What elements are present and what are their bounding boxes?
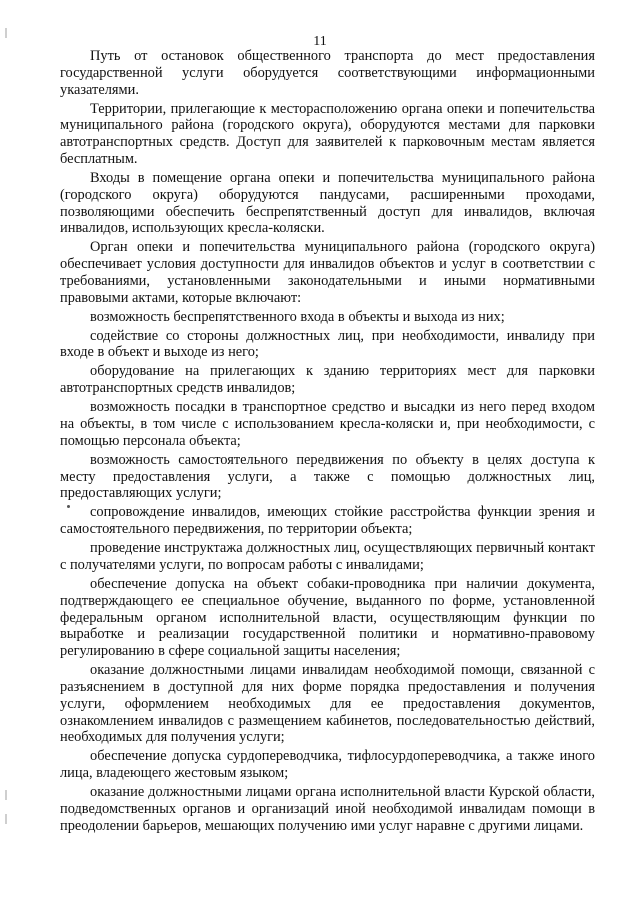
list-item-guide-dog-access: обеспечение допуска на объект собаки-проводника при наличии документа, подтверждающего ее специальное обучение, выданного по форме, установленной федеральным органом исполнительной власти, осуществляющим функции по выработке и реализации государственной политики и нормативно-правовому регулированию в сфере социальной защиты населения; [60,575,595,660]
list-item-sign-language-interpreter: обеспечение допуска сурдопереводчика, тифлосурдопереводчика, а также иного лица, владеющего жестовым языком; [60,748,595,782]
list-item-parking-spaces: оборудование на прилегающих к зданию территориях мест для парковки автотранспортных средств инвалидов; [60,363,595,397]
paragraph-accessibility-conditions: Орган опеки и попечительства муниципального района (городского округа) обеспечивает условия доступности для инвалидов объектов и услуг в соответствии с требованиями, установленными законодательными и иными нормативными правовыми актами, которые включают: [60,239,595,306]
paragraph-parking-territory: Территории, прилегающие к месторасположению органа опеки и попечительства муниципального района (городского округа), оборудуются местами для парковки автотранспортных средств. Доступ для заявителей к парковочным местам является бесплатным. [60,100,595,167]
scan-margin-mark [5,790,7,800]
list-item-escort-visually-impaired: сопровождение инвалидов, имеющих стойкие расстройства функции зрения и самостоятельного передвижения, по территории объекта; [60,504,595,538]
list-item-staff-briefing: проведение инструктажа должностных лиц, осуществляющих первичный контакт с получателями услуги, по вопросам работы с инвалидами; [60,540,595,573]
paragraph-transport-signs: Путь от остановок общественного транспорта до мест предоставления государственной услуги оборудуется соответствующими информационными указателями. [60,48,595,98]
paragraph-entrance-ramps: Входы в помещение органа опеки и попечительства муниципального района (городского округа) оборудуются пандусами, расширенными проходами, позволяющими обеспечить беспрепятственный доступ для инвалидов, включая инвалидов, использующих кресла-коляски. [60,169,595,237]
scan-margin-mark [5,814,7,824]
document-body [60,48,595,837]
list-item-assistance-entry: содействие со стороны должностных лиц, при необходимости, инвалиду при входе в объект и выходе из него; [60,327,595,361]
list-item-unobstructed-entry: возможность беспрепятственного входа в объекты и выхода из них; [90,308,505,325]
list-item-staff-assistance: оказание должностными лицами инвалидам необходимой помощи, связанной с разъяснением в доступной для них форме порядка предоставления и получения услуги, оформлением необходимых для ее предоставления документов, ознакомлением инвалидов с размещением кабинетов, последовательностью действий, необходимых для получения услуги; [60,662,595,746]
list-item-barrier-overcoming-help: оказание должностными лицами органа исполнительной власти Курской области, подведомственных органов и организаций иной необходимой инвалидам помощи в преодолении барьеров, мешающих получению ими услуг наравне с другими лицами. [60,784,595,834]
list-item-vehicle-boarding: возможность посадки в транспортное средство и высадки из него перед входом на объекты, в том числе с использованием кресла-коляски и, при необходимости, с помощью персонала объекта; [60,399,595,449]
list-item-independent-movement: возможность самостоятельного передвижения по объекту в целях доступа к месту предоставления услуги, а также с помощью должностных лиц, предоставляющих услуги; [60,451,595,502]
page-number: 11 [313,34,327,49]
